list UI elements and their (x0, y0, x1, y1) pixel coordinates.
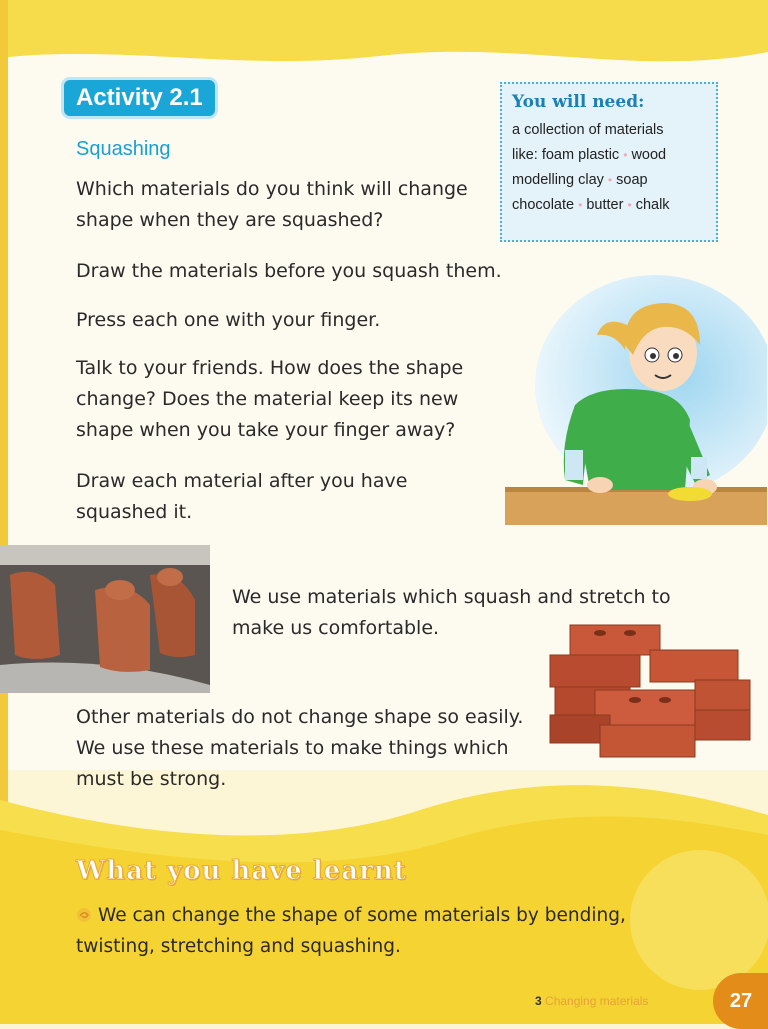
footer-chapter (535, 994, 648, 1008)
you-will-need-box (500, 82, 718, 242)
paragraph-question: Which materials do you think will change shape when they are squashed? (76, 178, 468, 231)
materials-line-1 (512, 118, 706, 143)
bricks-photo (545, 615, 755, 765)
paragraph-talk: Talk to your friends. How does the shape change? Does the material keep its new shape when you take your finger away? (76, 357, 464, 441)
girl-pressing-clay-illustration (505, 275, 767, 525)
chapter-number: 3 (535, 994, 542, 1008)
chapter-title: Changing materials (545, 994, 649, 1008)
bottom-yellow-band (0, 760, 768, 1024)
learnt-item-text: We can change the shape of some materials by bending, twisting, stretching and squashing. (76, 905, 626, 957)
paragraph-draw-before: Draw the materials before you squash them. (76, 260, 502, 282)
activity-subheading: Squashing (76, 138, 171, 160)
separator-dot: • (623, 148, 628, 162)
material-chalk: chalk (635, 197, 670, 213)
separator-dot: • (607, 173, 613, 187)
paragraph-press: Press each one with your finger. (76, 309, 381, 331)
materials-line-4 (512, 193, 706, 218)
materials-line-3 (512, 168, 706, 193)
you-will-need-title: You will need: (512, 92, 645, 112)
material-chocolate: chocolate (512, 197, 575, 213)
paragraph-comfortable: We use materials which squash and stretch to make us comfortable. (232, 586, 671, 639)
activity-badge: Activity 2.1 (64, 80, 215, 116)
swirl-bullet-icon (76, 907, 92, 923)
separator-dot: • (627, 198, 632, 212)
separator-dot: • (578, 198, 583, 212)
learnt-item (76, 900, 696, 962)
materials-line-2 (512, 143, 706, 168)
paragraph-draw-after: Draw each material after you have squashed it. (76, 470, 408, 523)
paragraph-strong: Other materials do not change shape so easily. We use these materials to make things which must be strong. (76, 706, 524, 790)
material-butter: butter (586, 197, 624, 213)
material-wood: wood (631, 147, 667, 163)
materials-text: a collection of materials (512, 122, 664, 138)
car-seats-photo (0, 545, 210, 693)
material-foam-plastic: like: foam plastic (512, 147, 620, 163)
page-number: 27 (713, 973, 768, 1029)
what-you-have-learnt-heading: What you have learnt (76, 856, 407, 886)
material-modelling-clay: modelling clay (512, 172, 604, 188)
material-soap: soap (616, 172, 648, 188)
